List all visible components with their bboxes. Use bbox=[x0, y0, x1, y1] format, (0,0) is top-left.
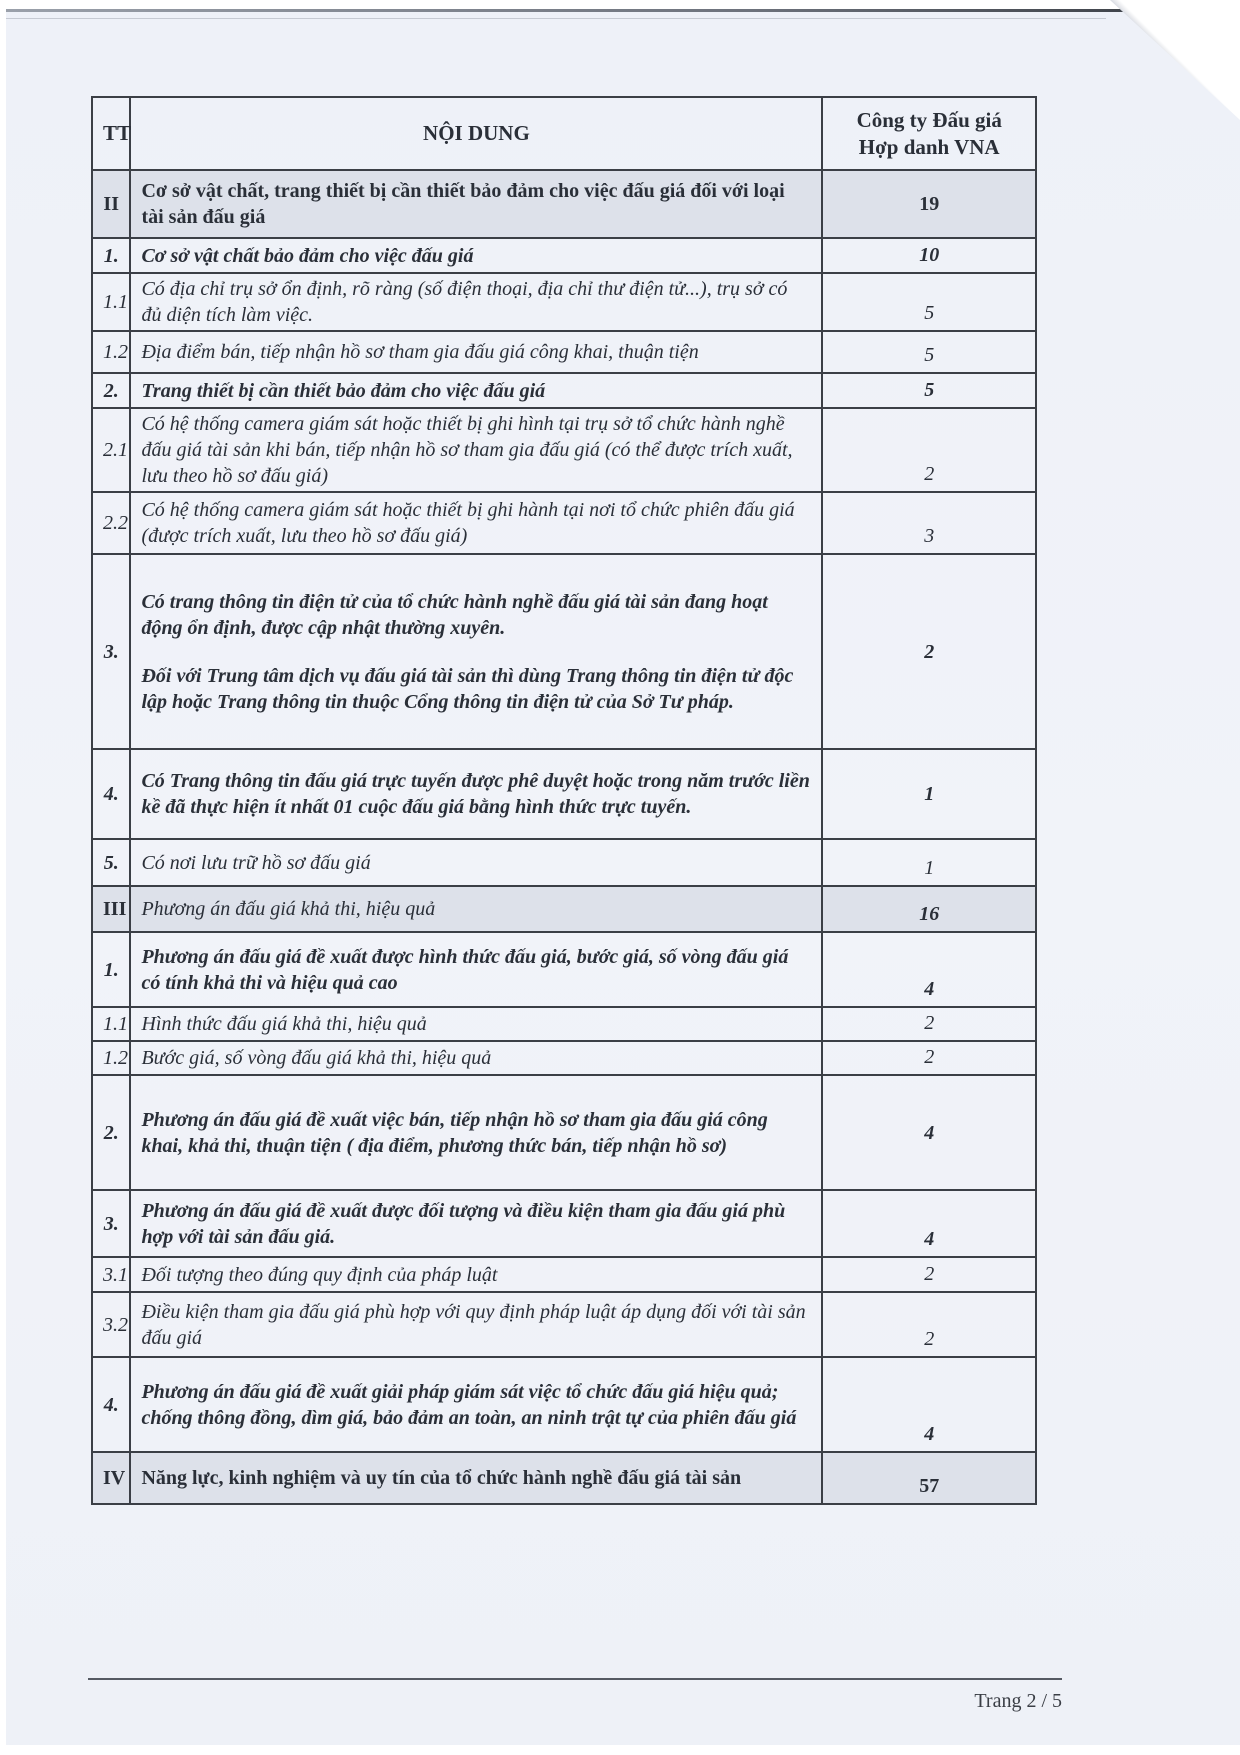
row-tt: 5. bbox=[92, 839, 130, 886]
row-score: 3 bbox=[822, 492, 1036, 554]
table-row-group bbox=[92, 1357, 1036, 1452]
header-company-line2: Hợp danh VNA bbox=[858, 134, 1000, 159]
table-row-item bbox=[92, 492, 1036, 554]
table-row-group bbox=[92, 554, 1036, 749]
table-row-item bbox=[92, 1257, 1036, 1292]
row-content: Điều kiện tham gia đấu giá phù hợp với quy định pháp luật áp dụng đối với tài sản đấu giá bbox=[130, 1292, 822, 1357]
row-tt: 2. bbox=[92, 373, 130, 408]
row-content: Có nơi lưu trữ hồ sơ đấu giá bbox=[130, 839, 822, 886]
header-content: NỘI DUNG bbox=[130, 97, 822, 170]
row-content: Đối tượng theo đúng quy định của pháp luật bbox=[130, 1257, 822, 1292]
row-score: 4 bbox=[822, 1357, 1036, 1452]
table-row-section bbox=[92, 886, 1036, 932]
row-tt: 2. bbox=[92, 1075, 130, 1190]
row-tt: 4. bbox=[92, 749, 130, 839]
row-tt: 1.2 bbox=[92, 331, 130, 373]
row-score: 5 bbox=[822, 331, 1036, 373]
footer-divider bbox=[88, 1678, 1062, 1680]
row-score: 4 bbox=[822, 932, 1036, 1007]
row-tt: 2.1 bbox=[92, 408, 130, 492]
table-row-group bbox=[92, 932, 1036, 1007]
table-row-item bbox=[92, 331, 1036, 373]
row-tt: 3.1 bbox=[92, 1257, 130, 1292]
row-score: 5 bbox=[822, 373, 1036, 408]
row-content: Phương án đấu giá đề xuất được hình thức đấu giá, bước giá, số vòng đấu giá có tính khả thi và hiệu quả cao bbox=[130, 932, 822, 1007]
row-content-paragraph-2: Đối với Trung tâm dịch vụ đấu giá tài sản thì dùng Trang thông tin điện tử độc lập hoặc Trang thông tin thuộc Cổng thông tin điện tử của Sở Tư pháp. bbox=[141, 664, 794, 713]
page-top-edge-line bbox=[6, 18, 1106, 19]
table-row-section bbox=[92, 1452, 1036, 1504]
row-score: 1 bbox=[822, 839, 1036, 886]
row-content: Có Trang thông tin đấu giá trực tuyến được phê duyệt hoặc trong năm trước liền kề đã thực hiện ít nhất 01 cuộc đấu giá bằng hình thức trực tuyến. bbox=[130, 749, 822, 839]
row-tt: 3. bbox=[92, 1190, 130, 1257]
row-tt: 3.2 bbox=[92, 1292, 130, 1357]
page-top-edge bbox=[6, 9, 1240, 12]
row-content: Cơ sở vật chất, trang thiết bị cần thiết bảo đảm cho việc đấu giá đối với loại tài sản đấu giá bbox=[130, 170, 822, 238]
row-score: 4 bbox=[822, 1190, 1036, 1257]
row-score: 1 bbox=[822, 749, 1036, 839]
row-score: 2 bbox=[822, 1292, 1036, 1357]
row-content: Phương án đấu giá đề xuất việc bán, tiếp nhận hồ sơ tham gia đấu giá công khai, khả thi, thuận tiện ( địa điểm, phương thức bán, tiếp nhận hồ sơ) bbox=[130, 1075, 822, 1190]
row-score: 4 bbox=[822, 1075, 1036, 1190]
table-row-item bbox=[92, 1041, 1036, 1075]
row-content: Phương án đấu giá đề xuất được đối tượng và điều kiện tham gia đấu giá phù hợp với tài sản đấu giá. bbox=[130, 1190, 822, 1257]
row-content-paragraph-1: Có trang thông tin điện tử của tổ chức hành nghề đấu giá tài sản đang hoạt động ổn định, được cập nhật thường xuyên. bbox=[141, 590, 768, 639]
row-score: 16 bbox=[822, 886, 1036, 932]
row-content: Năng lực, kinh nghiệm và uy tín của tổ chức hành nghề đấu giá tài sản bbox=[130, 1452, 822, 1504]
row-content: Phương án đấu giá khả thi, hiệu quả bbox=[130, 886, 822, 932]
row-content: Có hệ thống camera giám sát hoặc thiết bị ghi hình tại trụ sở tổ chức hành nghề đấu giá tài sản khi bán, tiếp nhận hồ sơ tham gia đấu giá (có thể được trích xuất, lưu theo hồ sơ đấu giá) bbox=[130, 408, 822, 492]
row-content: Bước giá, số vòng đấu giá khả thi, hiệu quả bbox=[130, 1041, 822, 1075]
row-score: 5 bbox=[822, 273, 1036, 331]
scoring-table bbox=[91, 96, 1037, 1505]
row-content: Phương án đấu giá đề xuất giải pháp giám sát việc tổ chức đấu giá hiệu quả; chống thông đồng, dìm giá, bảo đảm an toàn, an ninh trật tự của phiên đấu giá bbox=[130, 1357, 822, 1452]
row-score: 10 bbox=[822, 238, 1036, 273]
row-score: 2 bbox=[822, 1257, 1036, 1292]
row-content: Hình thức đấu giá khả thi, hiệu quả bbox=[130, 1007, 822, 1041]
table-row-section bbox=[92, 170, 1036, 238]
row-score: 2 bbox=[822, 408, 1036, 492]
row-tt: 1.1 bbox=[92, 273, 130, 331]
row-tt: 1. bbox=[92, 932, 130, 1007]
row-score: 2 bbox=[822, 1007, 1036, 1041]
row-content: Có địa chỉ trụ sở ổn định, rõ ràng (số điện thoại, địa chỉ thư điện tử...), trụ sở có đủ diện tích làm việc. bbox=[130, 273, 822, 331]
row-content bbox=[130, 554, 822, 749]
row-content: Trang thiết bị cần thiết bảo đảm cho việc đấu giá bbox=[130, 373, 822, 408]
row-tt: II bbox=[92, 170, 130, 238]
row-score: 2 bbox=[822, 554, 1036, 749]
row-tt: IV bbox=[92, 1452, 130, 1504]
header-company bbox=[822, 97, 1036, 170]
table-row-item bbox=[92, 273, 1036, 331]
row-tt: 3. bbox=[92, 554, 130, 749]
table-row-group bbox=[92, 749, 1036, 839]
table-row-group bbox=[92, 373, 1036, 408]
row-content: Có hệ thống camera giám sát hoặc thiết bị ghi hành tại nơi tổ chức phiên đấu giá (được trích xuất, lưu theo hồ sơ đấu giá) bbox=[130, 492, 822, 554]
header-tt: TT bbox=[92, 97, 130, 170]
row-tt: 1. bbox=[92, 238, 130, 273]
header-company-line1: Công ty Đấu giá bbox=[856, 107, 1002, 132]
table-row-item bbox=[92, 1292, 1036, 1357]
table-header-row bbox=[92, 97, 1036, 170]
table-row-group bbox=[92, 1075, 1036, 1190]
row-tt: 1.2 bbox=[92, 1041, 130, 1075]
row-tt: 2.2 bbox=[92, 492, 130, 554]
table-row-item bbox=[92, 1007, 1036, 1041]
row-tt: III bbox=[92, 886, 130, 932]
table-row-item bbox=[92, 408, 1036, 492]
table-row-group bbox=[92, 1190, 1036, 1257]
page-number: Trang 2 / 5 bbox=[974, 1690, 1062, 1712]
row-score: 57 bbox=[822, 1452, 1036, 1504]
row-score: 2 bbox=[822, 1041, 1036, 1075]
row-score: 19 bbox=[822, 170, 1036, 238]
table-row-group bbox=[92, 839, 1036, 886]
row-tt: 4. bbox=[92, 1357, 130, 1452]
row-tt: 1.1 bbox=[92, 1007, 130, 1041]
row-content: Địa điểm bán, tiếp nhận hồ sơ tham gia đấu giá công khai, thuận tiện bbox=[130, 331, 822, 373]
row-content: Cơ sở vật chất bảo đảm cho việc đấu giá bbox=[130, 238, 822, 273]
table-row-group bbox=[92, 238, 1036, 273]
